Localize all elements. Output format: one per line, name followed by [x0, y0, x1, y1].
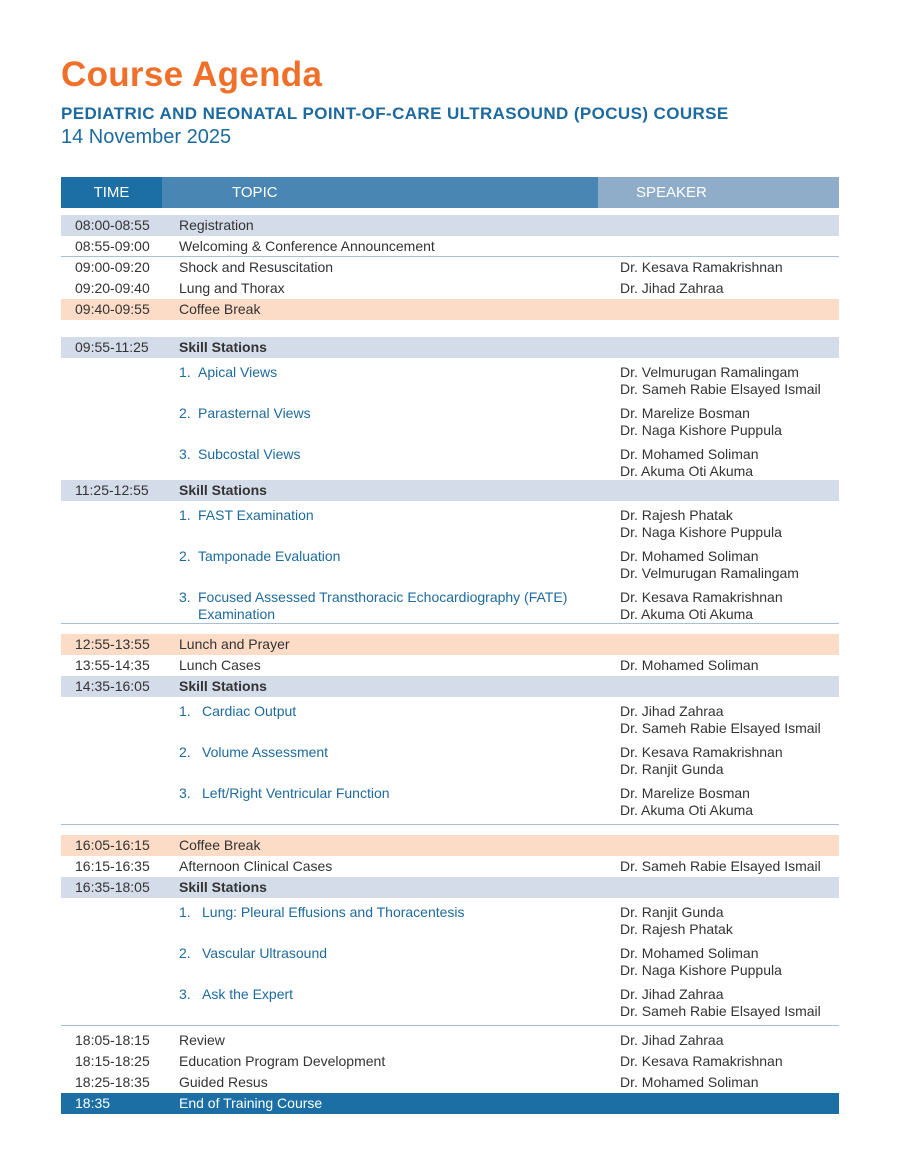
station-item	[61, 898, 839, 939]
station-label: Tamponade Evaluation	[198, 548, 341, 564]
station-label: Cardiac Output	[202, 703, 297, 719]
agenda-row-lunch	[61, 634, 839, 655]
agenda-row-lunch-cases	[61, 655, 839, 676]
station-item	[61, 440, 839, 480]
station-number: 3.	[179, 589, 191, 605]
speaker-name: Dr. Sameh Rabie Elsayed Ismail	[620, 1003, 821, 1019]
station-label: Volume Assessment	[202, 744, 329, 760]
speaker-name: Dr. Velmurugan Ramalingam	[620, 565, 799, 581]
agenda-row-skill-stations	[61, 480, 839, 501]
speaker-name: Dr. Rajesh Phatak	[620, 507, 733, 523]
row-speaker: Dr. Jihad Zahraa	[620, 1032, 724, 1048]
row-speaker: Dr. Sameh Rabie Elsayed Ismail	[620, 858, 821, 874]
row-time: 08:00-08:55	[75, 217, 150, 233]
header-time: TIME	[61, 177, 162, 208]
speaker-name: Dr. Jihad Zahraa	[620, 986, 724, 1002]
row-time: 16:05-16:15	[75, 837, 150, 853]
row-time: 16:35-18:05	[75, 879, 150, 895]
speaker-name: Dr. Naga Kishore Puppula	[620, 524, 782, 540]
agenda-row-skill-stations	[61, 676, 839, 697]
agenda-row-coffee-break	[61, 299, 839, 320]
spacer	[61, 320, 839, 337]
agenda-row-welcome	[61, 236, 839, 257]
page-title: Course Agenda	[61, 55, 323, 94]
row-time: 08:55-09:00	[75, 237, 150, 254]
station-item	[61, 583, 839, 624]
station-item	[61, 501, 839, 542]
row-topic: Registration	[179, 217, 254, 233]
row-topic: Afternoon Clinical Cases	[179, 858, 333, 874]
row-time: 09:40-09:55	[75, 301, 150, 317]
row-time: 18:35	[75, 1095, 111, 1111]
speaker-name: Dr. Mohamed Soliman	[620, 548, 759, 564]
station-label: Lung: Pleural Effusions and Thoracentesis	[202, 904, 465, 920]
agenda-row-lung-thorax	[61, 278, 839, 299]
header-topic: TOPIC	[162, 177, 598, 208]
row-time: 09:00-09:20	[75, 259, 150, 275]
row-topic: End of Training Course	[179, 1095, 323, 1111]
row-time: 09:55-11:25	[75, 339, 149, 355]
row-time: 12:55-13:55	[75, 636, 150, 652]
station-label: Focused Assessed Transthoracic Echocardiography (FATE) Examination	[198, 589, 568, 622]
row-speaker: Dr. Mohamed Soliman	[620, 657, 759, 673]
row-topic: Lunch and Prayer	[179, 636, 290, 652]
station-item	[61, 939, 839, 980]
station-number: 1.	[179, 703, 191, 719]
speaker-name: Dr. Ranjit Gunda	[620, 904, 724, 920]
agenda-row-guided-resus	[61, 1072, 839, 1093]
course-date: 14 November 2025	[61, 126, 232, 148]
speaker-name: Dr. Akuma Oti Akuma	[620, 463, 754, 479]
speaker-name: Dr. Naga Kishore Puppula	[620, 962, 782, 978]
row-time: 18:15-18:25	[75, 1053, 150, 1069]
row-speaker: Dr. Jihad Zahraa	[620, 280, 724, 296]
station-number: 1.	[179, 904, 191, 920]
station-number: 2.	[179, 945, 191, 961]
speaker-name: Dr. Sameh Rabie Elsayed Ismail	[620, 720, 821, 736]
speaker-name: Dr. Kesava Ramakrishnan	[620, 744, 783, 760]
station-number: 2.	[179, 405, 191, 421]
row-topic: Skill Stations	[179, 339, 267, 355]
row-topic: Lunch Cases	[179, 657, 261, 673]
speaker-name: Dr. Marelize Bosman	[620, 405, 750, 421]
station-label: Ask the Expert	[202, 986, 294, 1002]
row-time: 09:20-09:40	[75, 280, 150, 296]
row-speaker: Dr. Mohamed Soliman	[620, 1074, 759, 1090]
row-time: 14:35-16:05	[75, 678, 150, 694]
row-topic: Skill Stations	[179, 879, 267, 895]
station-item	[61, 358, 839, 399]
speaker-name: Dr. Sameh Rabie Elsayed Ismail	[620, 381, 821, 397]
row-speaker: Dr. Kesava Ramakrishnan	[620, 259, 783, 275]
row-time: 11:25-12:55	[75, 482, 149, 498]
station-label: Parasternal Views	[198, 405, 311, 421]
station-number: 2.	[179, 548, 191, 564]
row-topic: Shock and Resuscitation	[179, 259, 334, 275]
agenda-table	[61, 215, 839, 1114]
speaker-name: Dr. Jihad Zahraa	[620, 703, 724, 719]
row-topic: Coffee Break	[179, 301, 261, 317]
row-time: 18:05-18:15	[75, 1032, 150, 1048]
row-topic: Skill Stations	[179, 678, 267, 694]
speaker-name: Dr. Marelize Bosman	[620, 785, 750, 801]
header-speaker: SPEAKER	[598, 177, 839, 208]
speaker-name: Dr. Mohamed Soliman	[620, 446, 759, 462]
agenda-row-end	[61, 1093, 839, 1114]
station-number: 2.	[179, 744, 191, 760]
agenda-row-skill-stations	[61, 337, 839, 358]
speaker-name: Dr. Akuma Oti Akuma	[620, 802, 754, 818]
station-number: 3.	[179, 446, 191, 462]
speaker-name: Dr. Rajesh Phatak	[620, 921, 733, 937]
row-topic: Review	[179, 1032, 225, 1048]
station-item	[61, 738, 839, 779]
speaker-name: Dr. Kesava Ramakrishnan	[620, 589, 783, 605]
station-label: Subcostal Views	[198, 446, 301, 462]
speaker-name: Dr. Akuma Oti Akuma	[620, 606, 754, 622]
agenda-row-review	[61, 1030, 839, 1051]
station-item	[61, 779, 839, 825]
row-topic: Lung and Thorax	[179, 280, 285, 296]
row-time: 16:15-16:35	[75, 858, 150, 874]
agenda-row-education	[61, 1051, 839, 1072]
station-label: Left/Right Ventricular Function	[202, 785, 390, 801]
station-label: Vascular Ultrasound	[202, 945, 328, 961]
row-topic: Skill Stations	[179, 482, 267, 498]
course-subtitle: PEDIATRIC AND NEONATAL POINT-OF-CARE ULTRASOUND (POCUS) COURSE	[61, 104, 729, 123]
spacer	[61, 825, 839, 835]
speaker-name: Dr. Naga Kishore Puppula	[620, 422, 782, 438]
station-number: 1.	[179, 507, 191, 523]
row-topic: Guided Resus	[179, 1074, 268, 1090]
agenda-row-registration	[61, 215, 839, 236]
spacer	[61, 624, 839, 634]
row-topic: Welcoming & Conference Announcement	[179, 237, 435, 254]
station-number: 1.	[179, 364, 191, 380]
agenda-row-coffee-break	[61, 835, 839, 856]
speaker-name: Dr. Mohamed Soliman	[620, 945, 759, 961]
station-item	[61, 542, 839, 583]
row-time: 18:25-18:35	[75, 1074, 150, 1090]
speaker-name: Dr. Ranjit Gunda	[620, 761, 724, 777]
table-header	[61, 177, 839, 208]
agenda-row-skill-stations	[61, 877, 839, 898]
station-item	[61, 697, 839, 738]
row-time: 13:55-14:35	[75, 657, 150, 673]
station-label: FAST Examination	[198, 507, 314, 523]
speaker-name: Dr. Velmurugan Ramalingam	[620, 364, 799, 380]
station-label: Apical Views	[198, 364, 278, 380]
row-topic: Education Program Development	[179, 1053, 386, 1069]
agenda-row-shock	[61, 257, 839, 278]
row-speaker: Dr. Kesava Ramakrishnan	[620, 1053, 783, 1069]
station-number: 3.	[179, 785, 191, 801]
station-item	[61, 980, 839, 1026]
station-number: 3.	[179, 986, 191, 1002]
agenda-row-afternoon-cases	[61, 856, 839, 877]
station-item	[61, 399, 839, 440]
row-topic: Coffee Break	[179, 837, 261, 853]
